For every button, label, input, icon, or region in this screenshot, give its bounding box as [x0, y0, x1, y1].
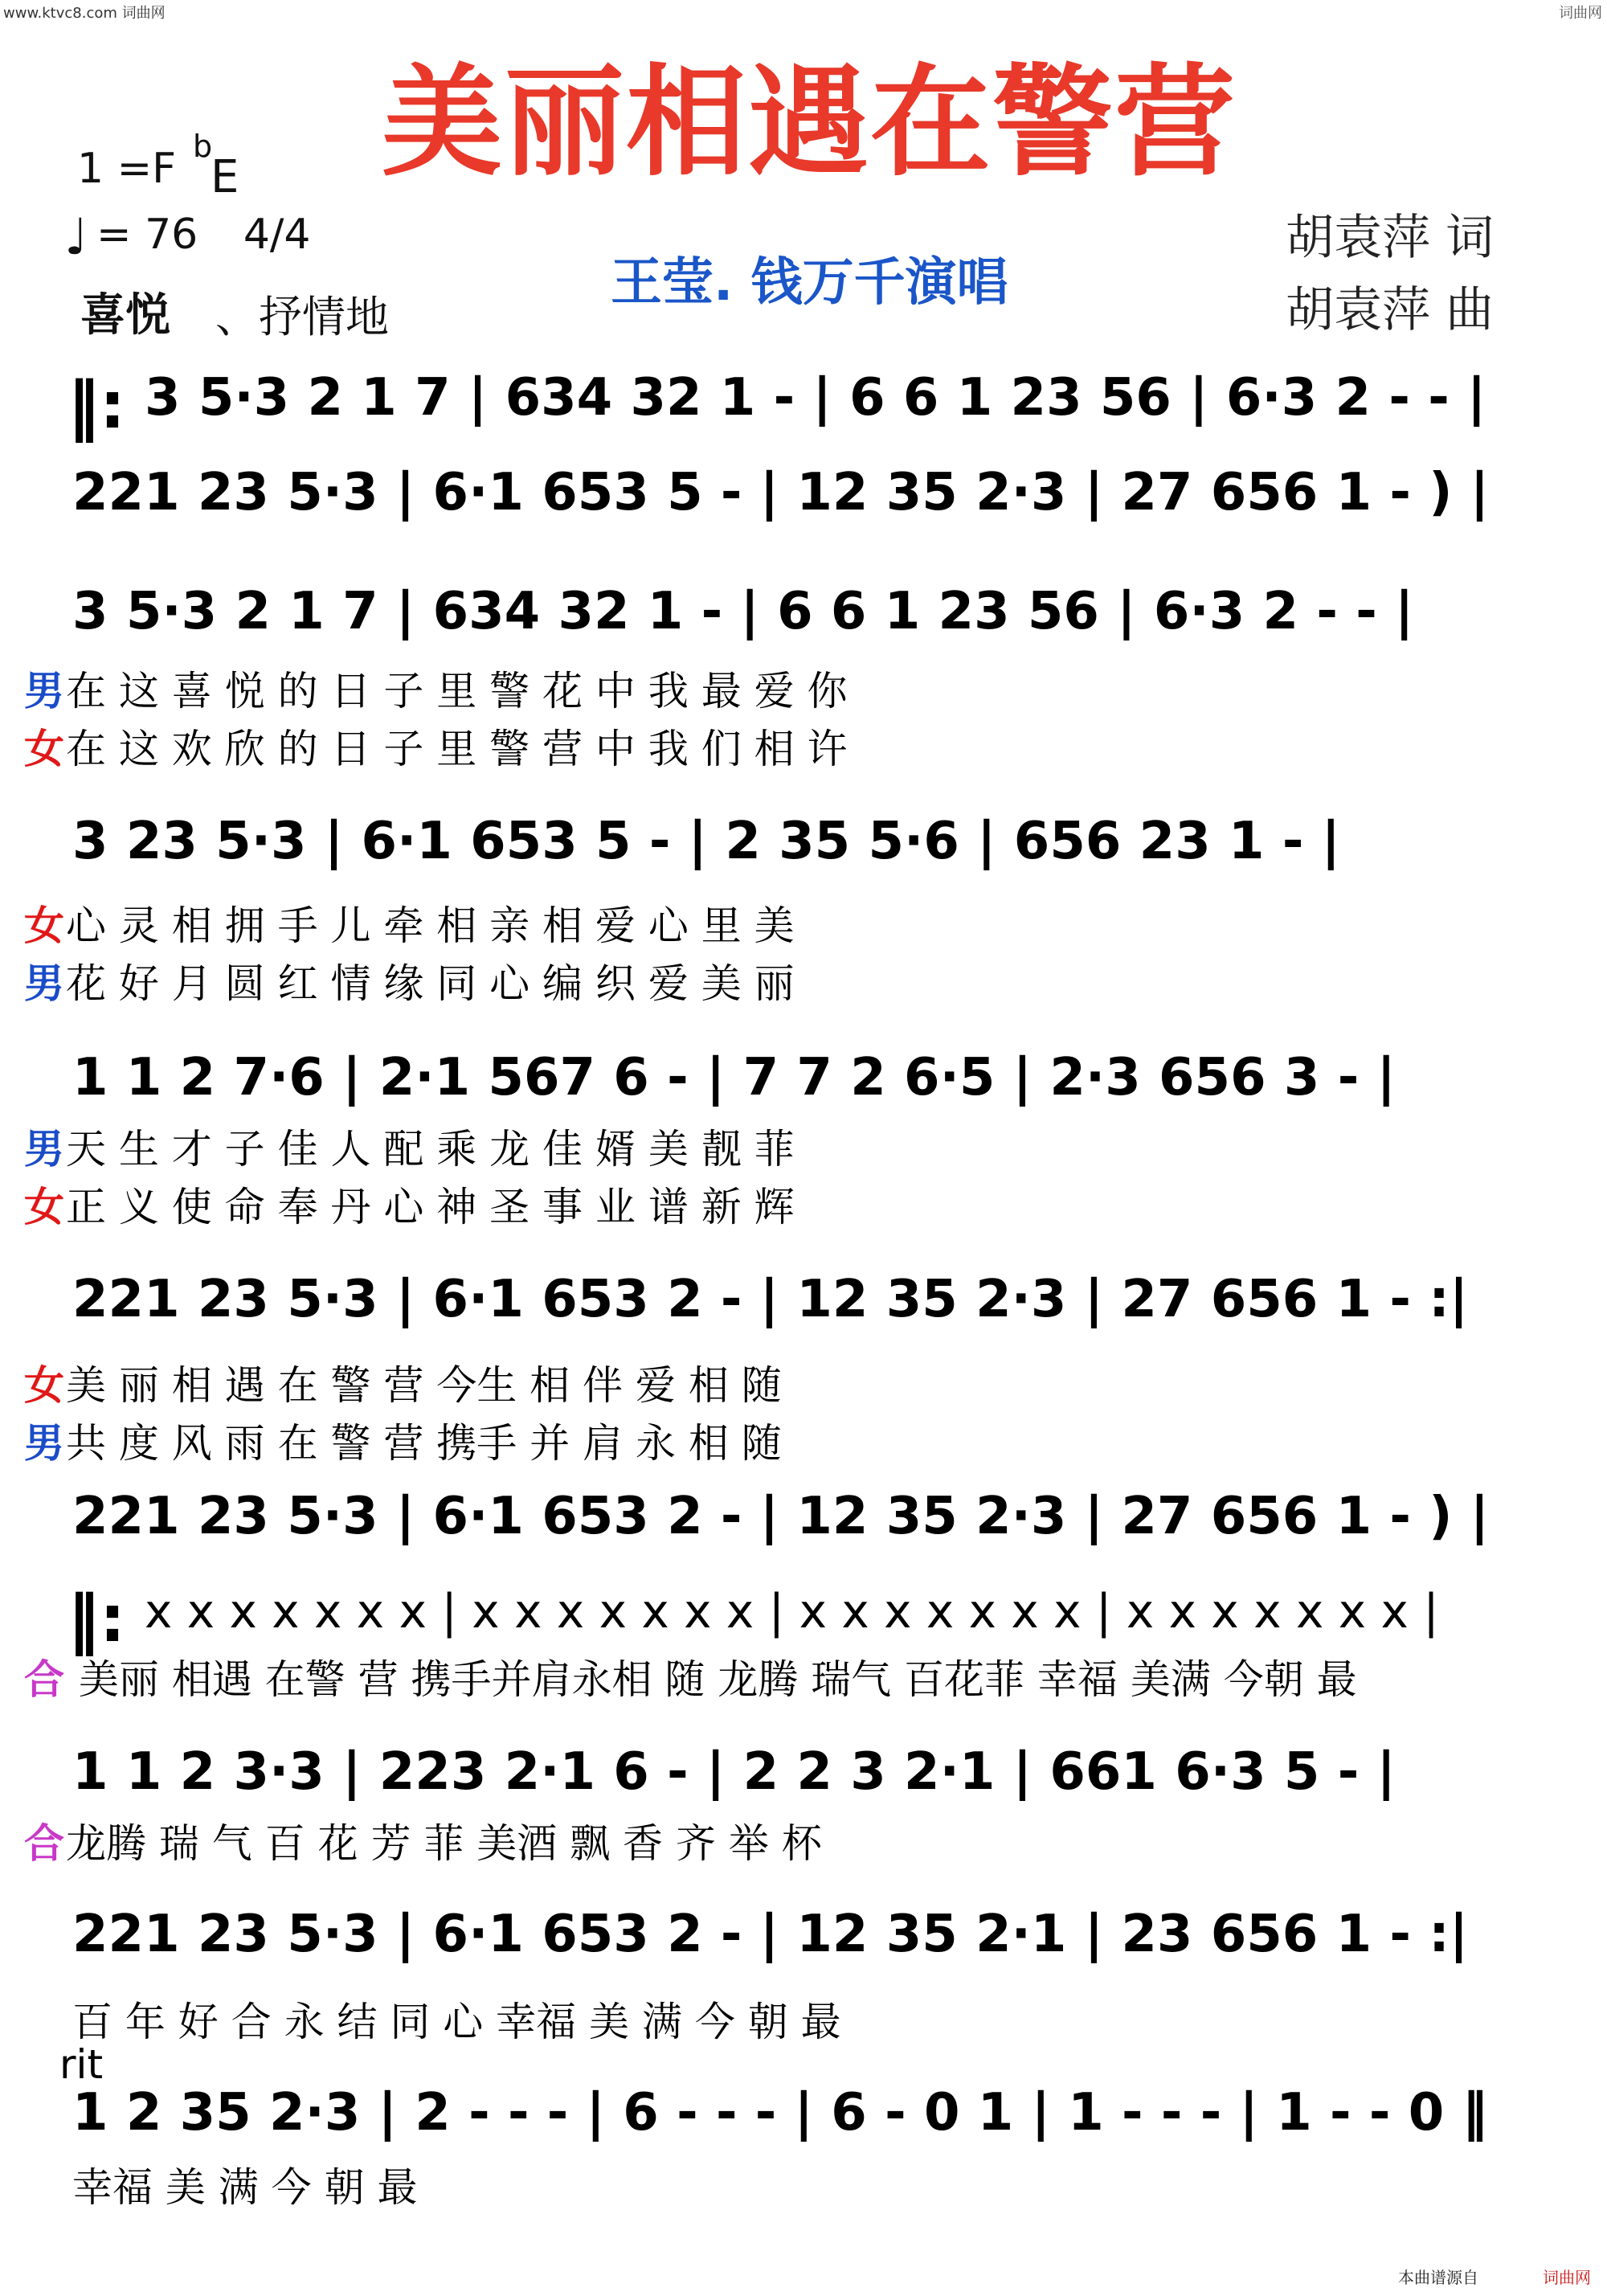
ritardando-mark: rit: [59, 2041, 104, 2088]
male-tag: 男: [24, 1126, 64, 1173]
stave-notes: 3 23 5·3 | 6·1 653 5 - | 2 35 5·6 | 656 23 1 - |: [72, 812, 1341, 871]
key-signature: 1 =F: [77, 145, 177, 193]
site-url: www.ktvc8.com 词曲网: [3, 5, 166, 22]
song-title: 美丽相遇在警营: [382, 53, 1237, 193]
stave-6: [72, 1263, 1535, 1336]
lyric-line: [24, 1654, 1357, 1705]
tempo-bpm: = 76: [96, 211, 198, 259]
female-tag: 女: [24, 726, 64, 772]
time-signature: 4/4: [243, 211, 311, 259]
stave-notes: 221 23 5·3 | 6·1 653 5 - | 12 35 2·3 | 27 656 1 - ) |: [72, 463, 1490, 522]
male-tag: 男: [24, 1420, 64, 1467]
tempo-marking: [96, 211, 311, 259]
female-tag: 女: [24, 1184, 64, 1230]
flat-sign: b: [193, 129, 213, 164]
lyric-text: 心 灵 相 拥 手 儿 牵 相 亲 相 爱 心 里 美: [66, 902, 795, 949]
footer-source: 本曲谱源自: [1398, 2268, 1478, 2287]
lyric-line: [24, 1123, 795, 1175]
male-tag: 男: [24, 960, 64, 1007]
repeat-start-sign: ‖:: [67, 368, 125, 443]
lyric-text: 在 这 喜 悦 的 日 子 里 警 花 中 我 最 爱 你: [66, 668, 848, 714]
stave-4: [72, 805, 1535, 878]
lyric-text: 百 年 好 合 永 结 同 心 幸福 美 满 今 朝 最: [72, 1999, 841, 2045]
stave-notes: 1 1 2 3·3 | 223 2·1 6 - | 2 2 3 2·1 | 661 6·3 5 - |: [72, 1742, 1396, 1802]
lyric-text: 在 这 欢 欣 的 日 子 里 警 营 中 我 们 相 许: [66, 726, 848, 772]
singers: 王莹. 钱万千演唱: [611, 253, 1008, 313]
stave-9: [72, 1736, 1535, 1808]
stave-8: [67, 1575, 1535, 1656]
female-tag: 女: [24, 902, 64, 949]
stave-notes: 1 1 2 7·6 | 2·1 567 6 - | 7 7 2 6·5 | 2·3 656 3 - |: [72, 1048, 1396, 1107]
lyric-text: 天 生 才 子 佳 人 配 乘 龙 佳 婿 美 靓 菲: [66, 1126, 795, 1173]
lyric-text: 美 丽 相 遇 在 警 营 今生 相 伴 爱 相 随: [66, 1362, 782, 1409]
stave-notes: 3 5·3 2 1 7 | 634 32 1 - | 6 6 1 23 56 | 6·3 2 - - |: [72, 582, 1414, 641]
lyric-text: 花 好 月 圆 红 情 缘 同 心 编 织 爱 美 丽: [66, 960, 795, 1007]
stave-5: [72, 1042, 1535, 1114]
mood-secondary: 、抒情地: [215, 292, 389, 342]
stave-3: [72, 575, 1535, 648]
stave-notes: 221 23 5·3 | 6·1 653 2 - | 12 35 2·3 | 27 656 1 - ) |: [72, 1487, 1490, 1546]
mood-main: 喜悦: [80, 289, 170, 342]
stave-notes: 221 23 5·3 | 6·1 653 2 - | 12 35 2·3 | 27 656 1 - :|: [72, 1270, 1469, 1329]
stave-1: [67, 362, 1535, 443]
repeat-start-sign: ‖:: [67, 1582, 125, 1656]
quarter-note-icon: ♩: [64, 207, 88, 266]
site-logo-top: 词曲网: [1559, 5, 1602, 22]
lyric-line: [24, 1181, 795, 1233]
stave-notes: 221 23 5·3 | 6·1 653 2 - | 12 35 2·1 | 23 656 1 - :|: [72, 1905, 1469, 1964]
footer-logo: 词曲网: [1543, 2268, 1591, 2287]
lyric-line: [24, 900, 795, 952]
lyric-text: 正 义 使 命 奉 丹 心 神 圣 事 业 谱 新 辉: [66, 1184, 795, 1230]
stave-10: [72, 1898, 1535, 1971]
lyricist-credit: 胡袁萍 词: [1286, 210, 1495, 266]
composer-credit: 胡袁萍 曲: [1286, 282, 1495, 338]
lyric-line: [24, 665, 848, 717]
male-tag: 男: [24, 668, 64, 714]
lyric-text: 美丽 相遇 在警 营 携手并肩永相 随 龙腾 瑞气 百花菲 幸福 美满 今朝 最: [66, 1656, 1357, 1703]
lyric-text: 共 度 风 雨 在 警 营 携手 并 肩 永 相 随: [66, 1420, 782, 1467]
stave-7: [72, 1480, 1535, 1553]
stave-rhythm: x x x x x x x | x x x x x x x | x x x x x x x | x x x x x x x |: [145, 1584, 1439, 1639]
stave-notes: 3 5·3 2 1 7 | 634 32 1 - | 6 6 1 23 56 | 6·3 2 - - |: [145, 368, 1486, 428]
lyric-line: [24, 1818, 822, 1869]
stave-2: [72, 456, 1535, 529]
lyric-line: [72, 2162, 417, 2213]
key-alt: E: [211, 151, 239, 203]
stave-notes: 1 2 35 2·3 | 2 - - - | 6 - - - | 6 - 0 1 | 1 - - - | 1 - - 0 ‖: [72, 2083, 1488, 2143]
lyric-line: [24, 958, 795, 1009]
lyric-line: [24, 1360, 782, 1411]
lyric-line: [24, 1418, 782, 1469]
lyric-line: [24, 723, 848, 775]
female-tag: 女: [24, 1362, 64, 1409]
chorus-tag: 合: [24, 1820, 64, 1867]
lyric-text: 龙腾 瑞 气 百 花 芳 菲 美酒 飘 香 齐 举 杯: [66, 1820, 822, 1867]
chorus-tag: 合: [24, 1656, 64, 1703]
lyric-text: 幸福 美 满 今 朝 最: [72, 2164, 418, 2211]
lyric-line: [72, 1996, 841, 2048]
stave-11: [72, 2077, 1535, 2149]
